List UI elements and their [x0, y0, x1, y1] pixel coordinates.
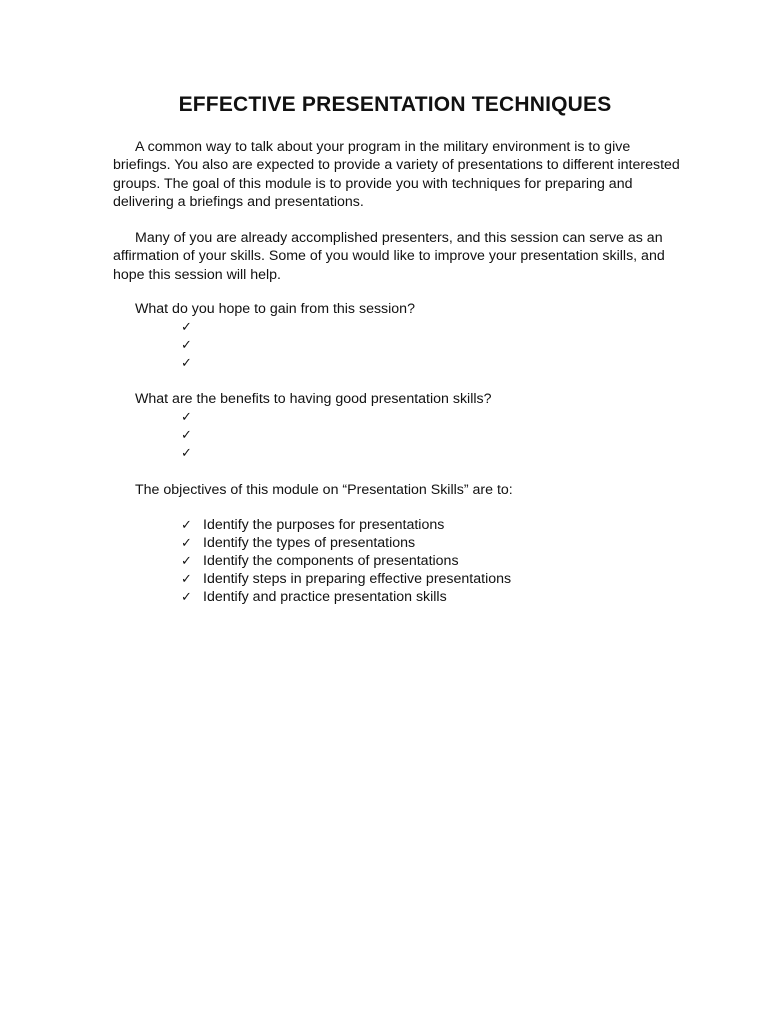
objective-item: [181, 516, 511, 534]
question-benefits: What are the benefits to having good presentation skills?: [135, 391, 492, 407]
empty-checklist-item: [181, 426, 203, 444]
check-icon: ✓: [181, 428, 192, 443]
objective-text: Identify the purposes for presentations: [203, 517, 445, 533]
check-icon: ✓: [181, 518, 192, 533]
objective-item: [181, 534, 511, 552]
objective-text: Identify steps in preparing effective presentations: [203, 571, 512, 587]
gain-checklist: [181, 318, 203, 372]
check-icon: ✓: [181, 590, 192, 605]
skills-paragraph: Many of you are already accomplished presenters, and this session can serve as an affirmation of your skills. Some of you would like to improve your presentation skills, and hope this session will help.: [113, 230, 665, 283]
empty-checklist-item: [181, 354, 203, 372]
objective-text: Identify and practice presentation skills: [203, 589, 447, 605]
check-icon: ✓: [181, 356, 192, 371]
objective-item: [181, 588, 511, 606]
objectives-list: [181, 516, 511, 606]
document-title: EFFECTIVE PRESENTATION TECHNIQUES: [178, 93, 612, 116]
objective-text: Identify the types of presentations: [203, 535, 416, 551]
intro-paragraph: A common way to talk about your program in the military environment is to give briefings. You also are expected to provide a variety of presentations to different interested groups. The goal of this module is to provide you with techniques for preparing and delivering a briefings and presentations.: [113, 139, 680, 210]
objectives-intro: The objectives of this module on “Presentation Skills” are to:: [135, 482, 513, 498]
check-icon: ✓: [181, 320, 192, 335]
empty-checklist-item: [181, 336, 203, 354]
empty-checklist-item: [181, 318, 203, 336]
check-icon: ✓: [181, 572, 192, 587]
objective-item: [181, 552, 511, 570]
benefits-checklist: [181, 408, 203, 462]
objective-text: Identify the components of presentations: [203, 553, 459, 569]
check-icon: ✓: [181, 410, 192, 425]
check-icon: ✓: [181, 338, 192, 353]
empty-checklist-item: [181, 408, 203, 426]
check-icon: ✓: [181, 554, 192, 569]
objective-item: [181, 570, 511, 588]
question-gain: What do you hope to gain from this session?: [135, 301, 415, 317]
empty-checklist-item: [181, 444, 203, 462]
check-icon: ✓: [181, 446, 192, 461]
check-icon: ✓: [181, 536, 192, 551]
